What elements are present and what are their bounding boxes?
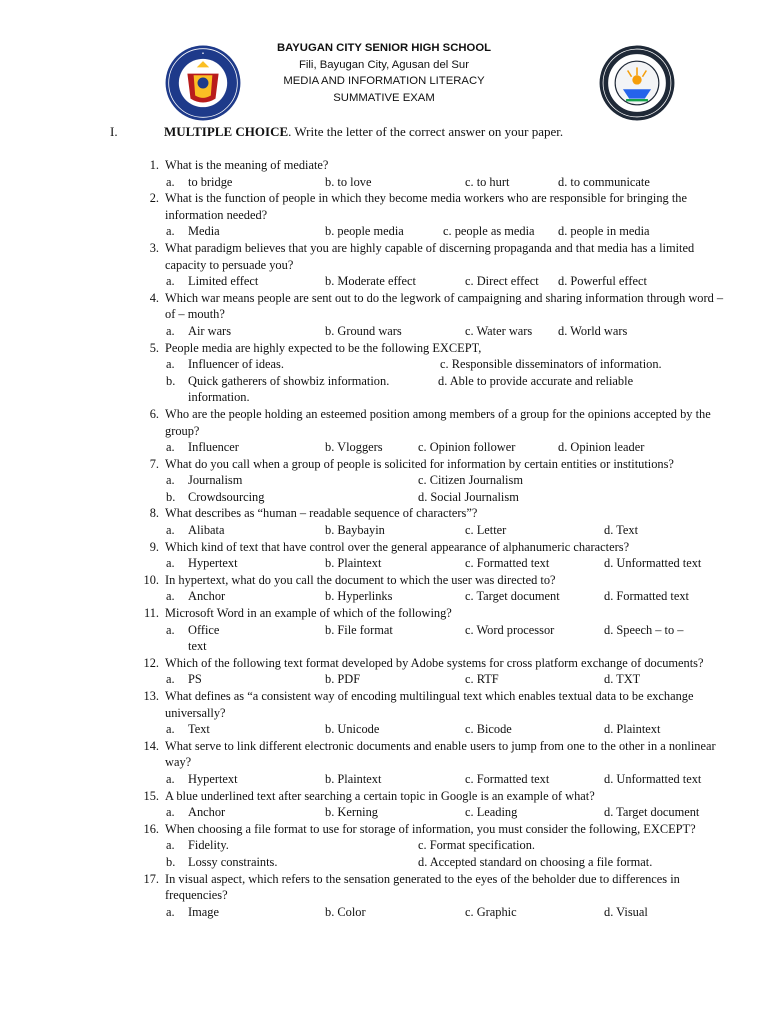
option-a: a. Anchor: [166, 589, 226, 604]
question-item: [0, 788, 768, 805]
option-d: d. Speech – to –: [604, 622, 684, 637]
option-a: a. Fidelity.: [166, 838, 229, 853]
option-a: a. Image: [166, 904, 219, 919]
question-item: [0, 456, 768, 473]
option-c: c. Citizen Journalism: [418, 473, 523, 488]
option-a: a. Hypertext: [166, 556, 238, 571]
option-b: b. Unicode: [325, 722, 380, 737]
question-number: 2.: [149, 191, 159, 206]
option-d: d. Accepted standard on choosing a file format.: [418, 854, 653, 869]
option-row: [0, 273, 768, 290]
option-row: [0, 174, 768, 191]
question-item: [0, 605, 768, 622]
question-number: 17.: [143, 871, 159, 886]
option-row: [0, 588, 768, 605]
option-a: a. PS: [166, 672, 202, 687]
option-a: a. Limited effect: [166, 274, 259, 289]
option-b: b. Quick gatherers of showbiz information.: [166, 373, 390, 388]
question-number: 13.: [143, 689, 159, 703]
option-c: c. Direct effect: [465, 274, 539, 289]
question-item: [0, 738, 768, 771]
option-b: b. Color: [325, 904, 366, 919]
question-text: What do you call when a group of people is solicited for information by certain entities or institutions?: [165, 456, 674, 471]
option-a: a. to bridge: [166, 174, 233, 189]
option-c: c. Bicode: [465, 722, 512, 737]
option-row: [0, 671, 768, 688]
option-row: [0, 804, 768, 821]
option-b: b. Vloggers: [325, 440, 383, 455]
question-text: People media are highly expected to be the following EXCEPT,: [165, 340, 482, 355]
option-letter: b.: [166, 489, 176, 504]
option-c: c. to hurt: [465, 174, 510, 189]
option-d: d. Formatted text: [604, 589, 689, 604]
option-d: d. people in media: [558, 224, 650, 239]
option-b: b. Plaintext: [325, 556, 382, 571]
option-c: c. Responsible disseminators of information.: [440, 357, 662, 372]
option-b: b. to love: [325, 174, 372, 189]
option-d: d. Opinion leader: [558, 440, 645, 455]
option-a: a. Hypertext: [166, 771, 238, 786]
option-d: d. Text: [604, 523, 639, 538]
svg-text:•: •: [201, 50, 205, 57]
option-c: c. Leading: [465, 805, 518, 820]
option-row: [0, 771, 768, 788]
option-d: d. Target document: [604, 805, 700, 820]
question-text: What is the function of people in which they become media workers who are responsible for bringing the information needed?: [165, 191, 687, 222]
option-row: [0, 555, 768, 572]
question-number: 15.: [143, 788, 159, 803]
option-letter: a.: [166, 771, 175, 786]
option-row: [0, 223, 768, 240]
option-row: [0, 721, 768, 738]
option-a: a. Air wars: [166, 323, 232, 338]
option-c: c. Letter: [465, 523, 507, 538]
question-text: A blue underlined text after searching a certain topic in Google is an example of what?: [165, 788, 595, 803]
question-item: [0, 406, 768, 439]
option-c: c. Graphic: [465, 904, 517, 919]
option-d: d. Unformatted text: [604, 556, 702, 571]
option-b: b. Baybayin: [325, 523, 385, 538]
question-item: [0, 655, 768, 672]
option-b: b. Hyperlinks: [325, 589, 393, 604]
question-item: [0, 190, 768, 223]
question-item: [0, 688, 768, 721]
option-c: c. Target document: [465, 589, 560, 604]
option-letter: a.: [166, 224, 175, 239]
question-number: 9.: [149, 539, 159, 554]
option-d: d. TXT: [604, 672, 641, 687]
question-item: [0, 505, 768, 522]
option-b: b. Lossy constraints.: [166, 854, 278, 869]
option-d: d. Able to provide accurate and reliable: [438, 373, 634, 388]
option-letter: a.: [166, 589, 175, 604]
section-instruction: . Write the letter of the correct answer on your paper.: [288, 124, 564, 139]
question-number: 5.: [149, 340, 159, 355]
option-a: a. Influencer of ideas.: [166, 357, 284, 372]
section-title-bold: MULTIPLE CHOICE: [164, 124, 289, 139]
option-c: c. people as media: [443, 224, 535, 239]
question-text: What paradigm believes that you are highly capable of discerning propaganda and that media has a limited capacity to persuade you?: [165, 240, 695, 272]
question-text: What defines as “a consistent way of encoding multilingual text which enables textual data to be exchange universally?: [165, 689, 694, 720]
option-letter: a.: [166, 838, 175, 853]
option-c: c. Word processor: [465, 622, 555, 637]
option-d: d. Plaintext: [604, 722, 661, 737]
option-c: c. Format specification.: [418, 838, 535, 853]
question-item: [0, 240, 768, 273]
option-letter: a.: [166, 523, 175, 538]
option-d: d. World wars: [558, 323, 628, 338]
option-b: b. Kerning: [325, 805, 378, 820]
option-a: a. Media: [166, 224, 220, 239]
option-letter: a.: [166, 440, 175, 455]
option-c: c. Formatted text: [465, 556, 550, 571]
option-a: a. Alibata: [166, 523, 225, 538]
question-number: 11.: [143, 606, 159, 621]
option-letter: a.: [166, 323, 175, 338]
option-b: b. Crowdsourcing: [166, 489, 265, 504]
option-row: [0, 439, 768, 456]
school-address: Fili, Bayugan City, Agusan del Sur: [299, 58, 469, 71]
question-item: [0, 539, 768, 556]
option-d: d. Powerful effect: [558, 274, 647, 289]
option-letter: a.: [166, 556, 175, 571]
option-letter: a.: [166, 805, 175, 820]
section-number: I.: [110, 124, 118, 139]
option-letter: a.: [166, 274, 175, 289]
option-b: b. people media: [325, 224, 404, 239]
option-c: c. Opinion follower: [418, 440, 516, 455]
question-number: 3.: [149, 240, 159, 255]
option-a: a. Office: [166, 622, 220, 637]
question-text: Which of the following text format developed by Adobe systems for cross platform exchange of documents?: [165, 655, 704, 670]
option-letter: a.: [166, 174, 175, 189]
question-item: [0, 290, 768, 323]
option-a: a. Text: [166, 722, 210, 737]
question-text: When choosing a file format to use for storage of information, you must consider the following, EXCEPT?: [165, 821, 696, 836]
option-c: c. Formatted text: [465, 771, 550, 786]
subject-title: MEDIA AND INFORMATION LITERACY: [283, 75, 485, 88]
question-list: [0, 157, 768, 920]
question-number: 7.: [149, 456, 159, 471]
question-number: 6.: [149, 406, 159, 421]
option-d: d. Unformatted text: [604, 771, 702, 786]
option-row: [0, 323, 768, 340]
question-text: In hypertext, what do you call the document to which the user was directed to?: [165, 572, 556, 587]
option-c: c. RTF: [465, 672, 499, 687]
option-letter: a.: [166, 672, 175, 687]
section-title: [164, 124, 563, 140]
option-b: b. Plaintext: [325, 771, 382, 786]
option-row: [0, 622, 768, 639]
option-b: b. PDF: [325, 672, 361, 687]
question-text: Microsoft Word in an example of which of the following?: [165, 606, 452, 621]
question-item: [0, 871, 768, 904]
question-text: In visual aspect, which refers to the sensation generated to the eyes of the beholder due to differences in frequencies?: [165, 871, 680, 903]
option-letter: a.: [166, 722, 175, 737]
question-text: What is the meaning of mediate?: [165, 158, 329, 172]
option-d: d. Social Journalism: [418, 489, 519, 504]
option-b: b. Moderate effect: [325, 274, 416, 289]
option-b: b. Ground wars: [325, 323, 402, 338]
option-letter: a.: [166, 622, 175, 637]
option-d-continued: text: [188, 639, 207, 654]
question-number: 8.: [149, 506, 159, 521]
option-row: [0, 904, 768, 921]
option-a: a. Journalism: [166, 473, 243, 488]
option-d-continued: information.: [188, 390, 250, 405]
option-a: a. Influencer: [166, 440, 239, 455]
question-number: 10.: [143, 572, 159, 587]
question-item: [0, 572, 768, 589]
option-a: a. Anchor: [166, 805, 226, 820]
exam-title: SUMMATIVE EXAM: [333, 91, 435, 104]
school-name: BAYUGAN CITY SENIOR HIGH SCHOOL: [276, 42, 492, 54]
option-b: b. File format: [325, 622, 393, 637]
question-item: [0, 821, 768, 838]
option-row: [0, 522, 768, 539]
option-letter: a.: [166, 473, 175, 488]
question-text: Which war means people are sent out to do the legwork of campaigning and sharing information through word – of – mouth?: [165, 290, 724, 322]
question-text: What serve to link different electronic documents and enable users to jump from one to the other in a nonlinear way?: [165, 738, 716, 770]
question-number: 4.: [149, 290, 159, 305]
exam-header: [0, 40, 768, 106]
question-text: Which kind of text that have control over the general appearance of alphanumeric characters?: [165, 539, 630, 554]
option-letter: b.: [166, 854, 176, 869]
option-letter: b.: [166, 373, 176, 388]
question-text: What describes as “human – readable sequence of characters”?: [165, 506, 478, 521]
question-number: 14.: [143, 738, 159, 753]
option-letter: a.: [166, 357, 175, 372]
option-d: d. Visual: [604, 904, 648, 919]
question-item: [0, 157, 768, 174]
question-item: [0, 340, 768, 357]
question-number: 1.: [149, 158, 159, 172]
question-number: 16.: [143, 821, 159, 836]
option-letter: a.: [166, 904, 175, 919]
option-c: c. Water wars: [465, 323, 533, 338]
question-number: 12.: [143, 655, 159, 670]
option-d: d. to communicate: [558, 174, 650, 189]
question-text: Who are the people holding an esteemed position among members of a group for the opinions accepted by the group?: [165, 406, 711, 438]
